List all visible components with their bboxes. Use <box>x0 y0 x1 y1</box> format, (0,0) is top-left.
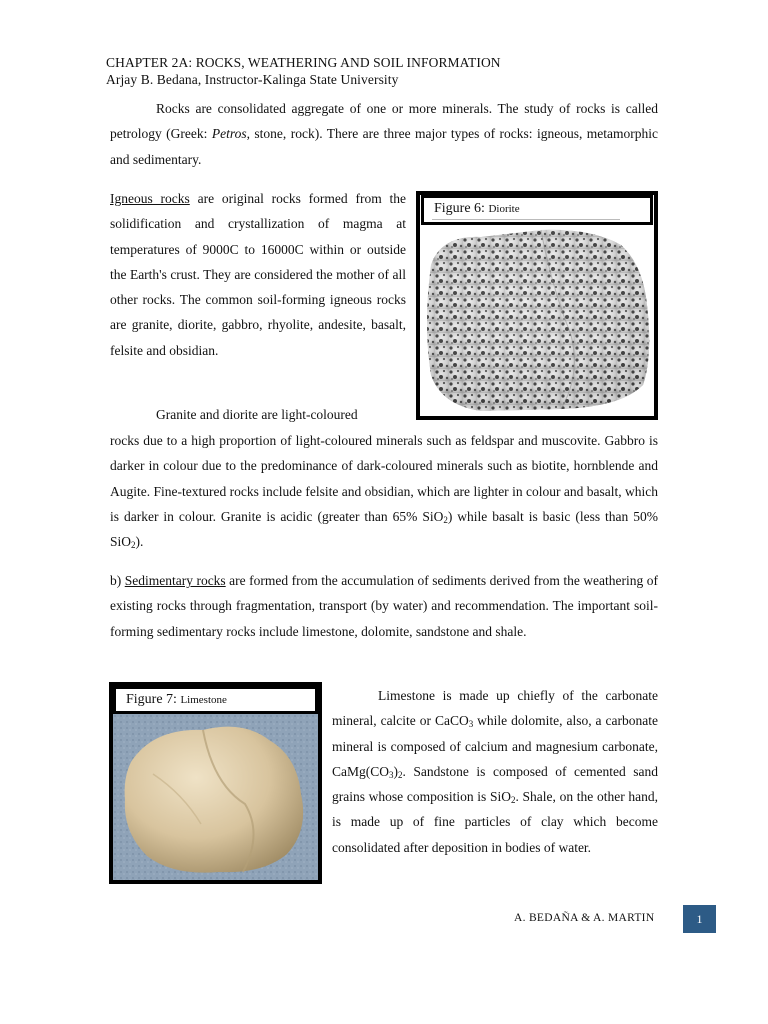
sedimentary-term: Sedimentary rocks <box>124 573 226 588</box>
figure-7-caption: Figure 7: Limestone <box>113 686 318 714</box>
granite-paragraph: rocks due to a high proportion of light-coloured minerals such as feldspar and muscovite. Gabbro is darker in colour due to the predominance of dark-coloured minerals such as biotite, hornblende and Augite. Fine-textured rocks include felsite and obsidian, which are lighter in colour and basalt, which is darker in colour. Granite is acidic (greater than 65% SiO$_2$) while basalt is basic (less than 50% SiO$_2$). <box>110 433 658 551</box>
granite-lead: Granite and diorite are light-coloured <box>156 407 358 422</box>
limestone-paragraph: Limestone is made up chiefly of the carbonate mineral, calcite or CaCO$_3$ while dolomite, also, a carbonate mineral is composed of calcium and magnesium carbonate, $CaMg(CO_3)_2$. Sandstone is composed of cemented sand grains whose composition is SiO$_2$. Shale, on the other hand, is made up of fine particles of clay which become consolidated after deposition in bodies of water. <box>332 688 658 855</box>
figure-6-caption: Figure 6: Diorite <box>421 195 653 225</box>
limestone-rock-image <box>113 714 318 880</box>
chapter-title: CHAPTER 2A: ROCKS, WEATHERING AND SOIL INFORMATION <box>106 55 501 70</box>
igneous-term: Igneous rocks <box>110 191 190 206</box>
author-line: Arjay B. Bedana, Instructor-Kalinga State University <box>106 72 399 87</box>
igneous-paragraph: Igneous rocks are original rocks formed from the solidification and crystallization of magma at temperatures of 9000C to 16000C within or outside the Earth's crust. They are considered the mother of all other rocks. The common soil-forming igneous rocks are granite, diorite, gabbro, rhyolite, andesite, basalt, felsite and obsidian. <box>110 191 406 358</box>
page-header <box>106 54 501 88</box>
diorite-rock-image <box>421 225 654 415</box>
intro-paragraph: Rocks are consolidated aggregate of one or more minerals. The study of rocks is called petrology (Greek: Petros, stone, rock). There are three major types of rocks: igneous, metamorphic and sedimentary. <box>110 101 658 167</box>
page-number: 1 <box>683 905 716 933</box>
sedimentary-paragraph: b) Sedimentary rocks are formed from the accumulation of sediments derived from the weathering of existing rocks through fragmentation, transport (by water) and recommendation. The important soil-forming sedimentary rocks include limestone, dolomite, sandstone and shale. <box>110 573 658 639</box>
footer-authors: A. BEDAÑA & A. MARTIN <box>514 912 655 924</box>
